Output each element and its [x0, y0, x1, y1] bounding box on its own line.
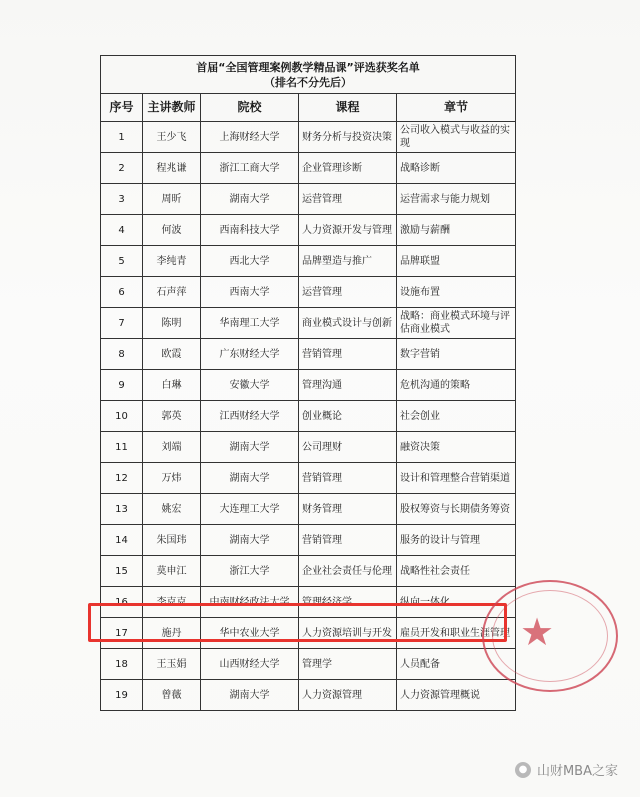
cell-chapter: 数字营销: [397, 339, 516, 370]
cell-course: 品牌塑造与推广: [299, 246, 397, 277]
cell-school: 中南财经政法大学: [201, 587, 299, 618]
cell-no: 17: [101, 618, 143, 649]
cell-teacher: 程兆谦: [143, 153, 201, 184]
cell-course: 财务管理: [299, 494, 397, 525]
star-icon: ★: [520, 610, 555, 654]
cell-chapter: 危机沟通的策略: [397, 370, 516, 401]
table-row: [101, 308, 516, 339]
cell-school: 湖南大学: [201, 184, 299, 215]
cell-teacher: 施丹: [143, 618, 201, 649]
cell-chapter: 战略性社会责任: [397, 556, 516, 587]
wechat-icon: ●: [515, 762, 531, 778]
watermark: [515, 760, 618, 779]
table-row: [101, 649, 516, 680]
cell-school: 山西财经大学: [201, 649, 299, 680]
cell-school: 安徽大学: [201, 370, 299, 401]
title-cell: [101, 56, 516, 94]
cell-chapter: 设计和管理整合营销渠道: [397, 463, 516, 494]
cell-no: 15: [101, 556, 143, 587]
cell-no: 16: [101, 587, 143, 618]
cell-course: 营销管理: [299, 339, 397, 370]
cell-teacher: 欧霞: [143, 339, 201, 370]
document-title: 首届“全国管理案例教学精品课”评选获奖名单: [196, 60, 420, 74]
cell-teacher: 曾薇: [143, 680, 201, 711]
cell-school: 湖南大学: [201, 432, 299, 463]
cell-chapter: 人员配备: [397, 649, 516, 680]
cell-no: 14: [101, 525, 143, 556]
cell-school: 湖南大学: [201, 680, 299, 711]
table-row: [101, 680, 516, 711]
cell-teacher: 刘端: [143, 432, 201, 463]
cell-no: 7: [101, 308, 143, 339]
cell-school: 湖南大学: [201, 463, 299, 494]
cell-no: 8: [101, 339, 143, 370]
cell-teacher: 万炜: [143, 463, 201, 494]
cell-course: 企业管理诊断: [299, 153, 397, 184]
cell-teacher: 王玉娟: [143, 649, 201, 680]
cell-no: 6: [101, 277, 143, 308]
cell-school: 广东财经大学: [201, 339, 299, 370]
cell-no: 9: [101, 370, 143, 401]
cell-teacher: 李纯青: [143, 246, 201, 277]
cell-teacher: 朱国玮: [143, 525, 201, 556]
cell-chapter: 运营需求与能力规划: [397, 184, 516, 215]
cell-school: 大连理工大学: [201, 494, 299, 525]
watermark-text: 山财MBA之家: [536, 764, 618, 779]
cell-chapter: 激励与薪酬: [397, 215, 516, 246]
official-seal: [482, 580, 618, 692]
cell-teacher: 石声萍: [143, 277, 201, 308]
cell-school: 华中农业大学: [201, 618, 299, 649]
cell-no: 18: [101, 649, 143, 680]
cell-teacher: 何波: [143, 215, 201, 246]
cell-course: 营销管理: [299, 525, 397, 556]
table-row: [101, 246, 516, 277]
cell-chapter: 公司收入模式与收益的实现: [397, 122, 516, 153]
cell-course: 公司理财: [299, 432, 397, 463]
table-row: [101, 184, 516, 215]
table-row: [101, 370, 516, 401]
cell-chapter: 人力资源管理概说: [397, 680, 516, 711]
cell-teacher: 李克克: [143, 587, 201, 618]
cell-course: 运营管理: [299, 184, 397, 215]
header-row: [101, 94, 516, 122]
cell-no: 12: [101, 463, 143, 494]
cell-course: 运营管理: [299, 277, 397, 308]
cell-chapter: 股权筹资与长期债务筹资: [397, 494, 516, 525]
table-row: [101, 432, 516, 463]
cell-teacher: 姚宏: [143, 494, 201, 525]
header-no: 序号: [101, 94, 143, 122]
table-row: [101, 401, 516, 432]
cell-course: 创业概论: [299, 401, 397, 432]
cell-no: 19: [101, 680, 143, 711]
table-row: [101, 339, 516, 370]
document-subtitle: （排名不分先后）: [264, 75, 352, 89]
cell-no: 11: [101, 432, 143, 463]
cell-no: 4: [101, 215, 143, 246]
title-row: [101, 56, 516, 94]
cell-no: 1: [101, 122, 143, 153]
header-chapter: 章节: [397, 94, 516, 122]
cell-course: 财务分析与投资决策: [299, 122, 397, 153]
cell-no: 5: [101, 246, 143, 277]
cell-course: 人力资源管理: [299, 680, 397, 711]
cell-school: 浙江大学: [201, 556, 299, 587]
cell-school: 上海财经大学: [201, 122, 299, 153]
cell-school: 西南科技大学: [201, 215, 299, 246]
cell-chapter: 战略诊断: [397, 153, 516, 184]
cell-school: 西北大学: [201, 246, 299, 277]
cell-no: 13: [101, 494, 143, 525]
table-row: [101, 556, 516, 587]
cell-course: 人力资源培训与开发: [299, 618, 397, 649]
header-course: 课程: [299, 94, 397, 122]
table-row: [101, 122, 516, 153]
cell-school: 浙江工商大学: [201, 153, 299, 184]
table-row: [101, 153, 516, 184]
table-row: [101, 277, 516, 308]
cell-teacher: 陈明: [143, 308, 201, 339]
cell-chapter: 战略：商业模式环境与评估商业模式: [397, 308, 516, 339]
cell-teacher: 王少飞: [143, 122, 201, 153]
cell-chapter: 社会创业: [397, 401, 516, 432]
cell-school: 西南大学: [201, 277, 299, 308]
table-row: [101, 463, 516, 494]
highlight-box: [88, 603, 507, 642]
cell-course: 商业模式设计与创新: [299, 308, 397, 339]
cell-no: 2: [101, 153, 143, 184]
cell-teacher: 莫申江: [143, 556, 201, 587]
cell-course: 人力资源开发与管理: [299, 215, 397, 246]
cell-no: 10: [101, 401, 143, 432]
cell-chapter: 融资决策: [397, 432, 516, 463]
cell-course: 营销管理: [299, 463, 397, 494]
cell-chapter: 服务的设计与管理: [397, 525, 516, 556]
cell-chapter: 品牌联盟: [397, 246, 516, 277]
cell-no: 3: [101, 184, 143, 215]
table-row: [101, 525, 516, 556]
cell-teacher: 白琳: [143, 370, 201, 401]
cell-teacher: 郭英: [143, 401, 201, 432]
cell-course: 管理沟通: [299, 370, 397, 401]
header-teacher: 主讲教师: [143, 94, 201, 122]
cell-chapter: 纵向一体化: [397, 587, 516, 618]
table-row: [101, 215, 516, 246]
cell-school: 华南理工大学: [201, 308, 299, 339]
cell-course: 管理学: [299, 649, 397, 680]
cell-school: 江西财经大学: [201, 401, 299, 432]
cell-course: 企业社会责任与伦理: [299, 556, 397, 587]
cell-chapter: 设施布置: [397, 277, 516, 308]
cell-course: 管理经济学: [299, 587, 397, 618]
table-row: [101, 494, 516, 525]
cell-teacher: 周昕: [143, 184, 201, 215]
cell-school: 湖南大学: [201, 525, 299, 556]
header-school: 院校: [201, 94, 299, 122]
cell-chapter: 雇员开发和职业生涯管理: [397, 618, 516, 649]
